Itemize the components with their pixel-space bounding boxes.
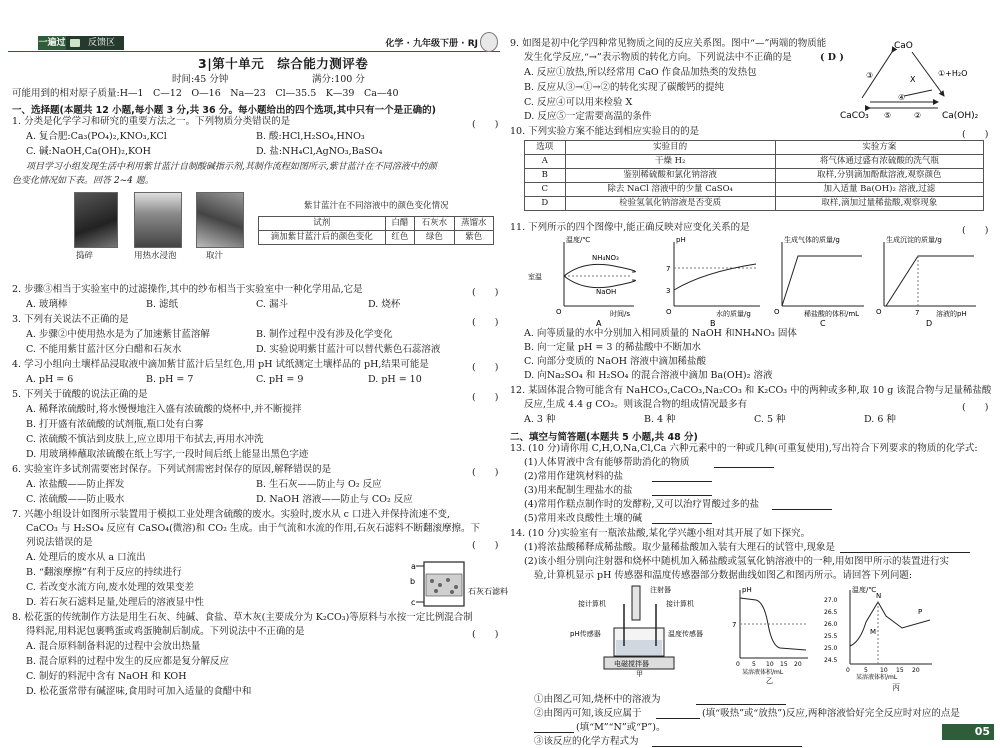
table-row	[525, 169, 984, 183]
graph-a-caption: A	[596, 319, 602, 328]
graph-b-tick-3: 3	[666, 287, 671, 295]
q10-stem: 10. 下列实验方案不能达到相应实验目的的是	[510, 126, 700, 137]
q12-option-b: B. 4 种	[644, 414, 676, 425]
q7-port-a: a	[411, 562, 416, 571]
q13-blank-2[interactable]	[652, 481, 712, 482]
node-cao: CaO	[894, 41, 913, 51]
bing-ytick: 27.0	[824, 597, 838, 604]
q14-answer-1: ①由图乙可知,烧杯中的溶液为	[534, 694, 661, 705]
q2-answer-blank[interactable]: ( )	[472, 287, 499, 298]
bing-xtick: 15	[896, 667, 904, 674]
graph-c	[774, 235, 864, 328]
subject-label: 化学 · 九年级下册 · RJ	[385, 39, 478, 49]
q5-answer-blank[interactable]: ( )	[472, 392, 499, 403]
q3-stem: 3. 下列有关说法不正确的是	[12, 314, 129, 325]
bing-ytick: 25.0	[824, 645, 838, 652]
q10-cell: 取样,分别滴加酚酞溶液,观察颜色	[775, 169, 983, 183]
stirrer-label: 电磁搅拌器	[614, 660, 649, 668]
q14-apparatus-figure	[570, 584, 720, 678]
q13-item-5: (5)常用来改良酸性土壤的碱	[524, 513, 642, 524]
q10-cell: D	[525, 197, 566, 211]
logo: 一遍过	[38, 38, 66, 48]
bing-ytick: 26.5	[824, 609, 838, 616]
q9-stem-1: 9. 如图是初中化学四种常见物质之间的反应关系图。图中“—”两端的物质能	[510, 38, 827, 49]
graph-c-origin: O	[774, 308, 780, 316]
q6-stem: 6. 实验室许多试剂需要密封保存。下列试剂需密封保存的原因,解释错误的是	[12, 464, 332, 475]
q10-cell: 鉴别稀硫酸和氯化钠溶液	[565, 169, 775, 183]
q9-option-c: C. 反应④可以用来检验 X	[524, 97, 633, 108]
graph-a-series-2: NaOH	[596, 288, 617, 296]
q10-cell: C	[525, 183, 566, 197]
q14-blank-1[interactable]	[840, 552, 970, 553]
q7-option-b: B. “翻滚摩擦”有利于反应的持续进行	[26, 567, 182, 578]
graph-b	[666, 236, 760, 328]
graph-a-room: 室温	[528, 273, 542, 281]
q10-header: 实验方案	[775, 141, 983, 155]
q2-option-a: A. 玻璃棒	[26, 299, 68, 310]
q8-option-a: A. 混合原料制备料泥的过程中会放出热量	[26, 641, 201, 652]
temp-sensor-label: 温度传感器	[668, 630, 703, 638]
q3-option-a: A. 步骤②中使用热水是为了加速紫甘蓝溶解	[26, 329, 210, 340]
q9-option-b: B. 反应从③→①→②的转化实现了碳酸钙的提纯	[524, 82, 724, 93]
q14-part-2a: (2)该小组分别向注射器和烧杯中随机加入稀盐酸或氢氧化钠溶液中的一种,用如图甲所示的装置进行实	[524, 556, 949, 567]
q7-option-a: A. 处理后的废水从 a 口流出	[26, 552, 146, 563]
q3-option-c: C. 不能用紫甘蓝汁区分白醋和石灰水	[26, 344, 182, 355]
q3-answer-blank[interactable]: ( )	[472, 317, 499, 328]
figure-jia-caption: 甲	[636, 670, 643, 678]
color-table	[258, 216, 494, 245]
graph-b-origin: O	[666, 308, 672, 316]
left-column	[12, 34, 508, 734]
q4-option-c: C. pH = 9	[256, 374, 304, 385]
q10-cell: 干燥 H₂	[565, 155, 775, 169]
node-caco3: CaCO₃	[840, 111, 869, 121]
q12-option-c: C. 5 种	[754, 414, 786, 425]
q7-stem-2: CaCO₃ 与 H₂SO₄ 反应有 CaSO₄(微溶)和 CO₂ 生成。由于气流和水流的作用,石灰石滤料不断翻滚摩擦。下	[26, 523, 480, 534]
section-1-heading: 一、选择题(本题共 12 小题,每小题 3 分,共 36 分。每小题给出的四个选项,其中只有一个是正确的)	[12, 105, 436, 116]
node-caoh2: Ca(OH)₂	[942, 111, 979, 121]
yi-xtick: 10	[766, 661, 774, 668]
graph-d-ylabel: 生成沉淀的质量/g	[886, 236, 942, 244]
edge-2-label: ②	[914, 111, 922, 120]
q9-stem-2: 发生化学反应,“→”表示物质的转化方向。下列说法中不正确的是	[524, 52, 792, 63]
q14-blank-2[interactable]	[696, 704, 786, 705]
q1-stem: 1. 分类是化学学习和研究的重要方法之一。下列物质分类错误的是	[12, 116, 291, 127]
graph-d-origin: O	[876, 308, 882, 316]
bing-xlabel: 某溶液体积/mL	[856, 674, 898, 681]
q11-answer-blank[interactable]: ( )	[962, 225, 989, 236]
q9-option-a: A. 反应①放热,所以经常用 CaO 作食品加热类的发热包	[524, 67, 757, 78]
bing-ytick: 24.5	[824, 657, 838, 664]
q6-option-d: D. NaOH 溶液——防止与 CO₂ 反应	[256, 494, 413, 505]
graph-b-ylabel: pH	[676, 236, 686, 244]
bing-xtick: 5	[864, 667, 868, 674]
q8-answer-blank[interactable]: ( )	[472, 629, 499, 640]
graph-d-xlabel: 溶液的pH	[936, 310, 967, 318]
q12-option-a: A. 3 种	[524, 414, 556, 425]
yi-tick-7: 7	[732, 621, 737, 629]
bing-xtick: 0	[846, 667, 850, 674]
q11-graphs	[524, 234, 994, 326]
yi-xtick: 20	[794, 661, 802, 668]
yi-xtick: 15	[780, 661, 788, 668]
q1-answer-blank[interactable]: ( )	[472, 119, 499, 130]
computer-label-2: 接计算机	[666, 600, 694, 608]
q4-stem: 4. 学习小组向土壤样品浸取液中滴加紫甘蓝汁后呈红色,用 pH 试纸测定土壤样品的 pH,结果可能是	[12, 359, 429, 370]
score-label: 满分:100 分	[312, 74, 365, 85]
q5-option-b: B. 打开盛有浓硫酸的试剂瓶,瓶口处有白雾	[26, 419, 204, 430]
q14-answer-2a: ②由图丙可知,该反应属于	[534, 708, 642, 719]
color-table-header: 试剂	[259, 217, 386, 231]
q14-temperature-chart	[820, 584, 940, 680]
section-2-heading: 二、填空与简答题(本题共 5 小题,共 48 分)	[510, 432, 698, 443]
q13-item-3: (3)用来配制生理盐水的盐	[524, 485, 633, 496]
q3-option-d: D. 实验说明紫甘蓝汁可以替代紫色石蕊溶液	[256, 344, 441, 355]
q9-relation-diagram	[840, 34, 990, 120]
q11-option-a: A. 向等质量的水中分别加入相同质量的 NaOH 和NH₄NO₃ 固体	[524, 328, 797, 339]
q14-answer-3: ③该反应的化学方程式为	[534, 736, 639, 747]
q6-option-b: B. 生石灰——防止与 O₂ 反应	[256, 479, 382, 490]
q5-stem: 5. 下列关于硫酸的说法正确的是	[12, 389, 148, 400]
q14-blank-5[interactable]	[652, 746, 802, 747]
q13-blank-1[interactable]	[714, 467, 774, 468]
yi-xlabel: 某溶液体积/mL	[742, 669, 784, 676]
photo-caption-2: 用热水浸泡	[134, 251, 177, 261]
point-m: M	[870, 628, 877, 636]
edge-3-label: ③	[866, 71, 874, 80]
right-column	[510, 34, 992, 747]
q7-port-c: c	[411, 598, 416, 607]
q10-cell: 加入适量 Ba(OH)₂ 溶液,过滤	[775, 183, 983, 197]
color-table-cell: 红色	[385, 231, 415, 245]
photo-filter	[196, 192, 244, 248]
q7-apparatus-figure	[410, 554, 508, 614]
photo-caption-1: 捣碎	[76, 251, 94, 261]
q2-option-b: B. 滤纸	[146, 299, 179, 310]
point-n: N	[876, 592, 882, 600]
point-p: P	[918, 608, 923, 616]
q9-answer[interactable]: ( D )	[820, 52, 844, 63]
yi-xtick: 0	[736, 661, 740, 668]
q13-item-4: (4)常用作糕点制作时的发酵粉,又可以治疗胃酸过多的盐	[524, 499, 759, 510]
q8-stem-1: 8. 松花蛋的传统制作方法是用生石灰、纯碱、食盐、草木灰(主要成分为 K₂CO₃)等原料与水按一定比例混合制	[12, 612, 473, 623]
q8-option-d: D. 松花蛋常带有碱涩味,食用时可加入适量的食醋中和	[26, 686, 252, 697]
q13-stem: 13. (10 分)请你用 C,H,O,Na,Cl,Ca 六种元素中的一种或几种(可重复使用),写出符合下列要求的物质的化学式:	[510, 443, 978, 454]
q13-blank-4[interactable]	[772, 509, 832, 510]
q10-answer-blank[interactable]: ( )	[962, 129, 989, 140]
q12-stem-1: 12. 某固体混合物可能含有 NaHCO₃,CaCO₃,Na₂CO₃ 和 K₂CO₃ 中的两种或多种,取 10 g 该混合物与足量稀盐酸	[510, 385, 992, 396]
q2-stem: 2. 步骤③相当于实验室中的过滤操作,其中的纱布相当于实验室中一种化学用品,它是	[12, 284, 363, 295]
q13-blank-3[interactable]	[652, 495, 712, 496]
bing-ylabel: 温度/℃	[852, 586, 877, 594]
photo-caption-3: 取汁	[206, 251, 224, 261]
q13-blank-5[interactable]	[652, 523, 712, 524]
edge-1-label: ①+H₂O	[938, 69, 968, 78]
graph-d-tick-7: 7	[915, 309, 920, 317]
q1-option-b: B. 酸:HCl,H₂SO₄,HNO₃	[256, 131, 365, 142]
graph-a-xlabel: 时间/s	[610, 310, 631, 318]
edge-4-label: ④	[898, 93, 906, 102]
q6-option-c: C. 浓硫酸——防止吸水	[26, 494, 125, 505]
q14-part-1: (1)将浓盐酸稀释成稀盐酸。取少量稀盐酸加入装有大理石的试管中,现象是	[524, 542, 835, 553]
q14-answer-2c: (填“M”“N”或“P”)。	[576, 722, 666, 733]
q2-option-d: D. 烧杯	[368, 299, 401, 310]
edge-5-label: ⑤	[884, 111, 892, 120]
color-table-header: 蒸馏水	[454, 217, 493, 231]
q7-answer-blank[interactable]: ( )	[472, 540, 499, 551]
q11-option-b: B. 向一定量 pH = 3 的稀盐酸中不断加水	[524, 342, 701, 353]
yi-caption: 乙	[766, 677, 773, 685]
graph-d	[876, 235, 976, 328]
q7-stem-1: 7. 兴趣小组设计如图所示装置用于模拟工业处理含硫酸的废水。实验时,废水从 c 口进入并保持流速不变,	[12, 509, 450, 520]
q14-ph-chart	[722, 584, 812, 685]
q14-blank-4[interactable]	[534, 732, 574, 733]
graph-b-tick-7: 7	[666, 265, 671, 273]
graph-a	[528, 235, 635, 328]
color-table-header: 石灰水	[415, 217, 454, 231]
q10-header: 选项	[525, 141, 566, 155]
intro-line-2: 色变化情况如下表。回答 2~4 题。	[12, 176, 154, 186]
q10-cell: B	[525, 169, 566, 183]
q1-option-d: D. 盐:NH₄Cl,AgNO₃,BaSO₄	[256, 146, 383, 157]
photo-mash	[74, 192, 118, 248]
q8-stem-2: 得料泥,用料泥包裹鸭蛋或鸡蛋腌制后制成。下列说法中不正确的是	[26, 626, 305, 637]
ph-sensor-label: pH传感器	[570, 630, 601, 638]
q4-option-d: D. pH = 10	[368, 374, 422, 385]
graph-b-caption: B	[710, 319, 716, 328]
yi-xtick: 5	[752, 661, 756, 668]
color-table-caption: 紫甘蓝汁在不同溶液中的颜色变化情况	[304, 201, 449, 211]
table-row	[525, 183, 984, 197]
time-label: 时间:45 分钟	[172, 74, 229, 85]
q5-option-c: C. 浓硫酸不慎沾到皮肤上,应立即用干布拭去,再用水冲洗	[26, 434, 264, 445]
node-x: X	[910, 75, 916, 84]
color-table-cell: 绿色	[415, 231, 454, 245]
q7-port-b: b	[410, 577, 416, 586]
page-title: 3|第十单元 综合能力测评卷	[198, 56, 369, 71]
graph-a-ylabel: 温度/℃	[566, 236, 591, 244]
q11-option-c: C. 向部分变质的 NaOH 溶液中滴加稀盐酸	[524, 356, 707, 367]
q10-table	[524, 140, 984, 211]
table-row	[525, 197, 984, 211]
q10-cell: 将气体通过盛有浓硫酸的洗气瓶	[775, 155, 983, 169]
page-number: 05	[942, 724, 994, 740]
graph-b-xlabel: 水的质量/g	[716, 310, 751, 318]
q14-blank-3[interactable]	[656, 718, 700, 719]
q7-filter-label: 石灰石滤料	[468, 587, 508, 596]
q6-answer-blank[interactable]: ( )	[472, 467, 499, 478]
yi-ylabel: pH	[742, 586, 752, 594]
syringe-label: 注射器	[650, 586, 671, 594]
q1-option-c: C. 碱:NaOH,Ca(OH)₂,KOH	[26, 146, 151, 157]
q4-option-b: B. pH = 7	[146, 374, 194, 385]
bing-caption: 丙	[892, 683, 900, 692]
bing-ytick: 26.0	[824, 621, 838, 628]
q12-option-d: D. 6 种	[864, 414, 896, 425]
q10-cell: 检验氢氧化钠溶液是否变质	[565, 197, 775, 211]
q8-option-b: B. 混合原料的过程中发生的反应都是复分解反应	[26, 656, 230, 667]
intro-line-1: 项目学习小组发现生活中利用紫甘蓝汁自制酸碱指示剂,其制作流程如图所示,紫甘蓝汁在不同溶液中的颜	[26, 162, 437, 172]
q11-stem: 11. 下列所示的四个图像中,能正确反映对应变化关系的是	[510, 222, 750, 233]
q7-option-d: D. 若石灰石滤料足量,处理后的溶液显中性	[26, 597, 204, 608]
graph-d-caption: D	[926, 319, 933, 328]
bing-xtick: 20	[912, 667, 920, 674]
q2-option-c: C. 漏斗	[256, 299, 288, 310]
q10-header: 实验目的	[565, 141, 775, 155]
q5-option-a: A. 稀释浓硫酸时,将水慢慢地注入盛有浓硫酸的烧杯中,并不断搅拌	[26, 404, 302, 415]
q1-option-a: A. 复合肥:Ca₃(PO₄)₂,KNO₃,KCl	[26, 131, 167, 142]
q7-stem-3: 列说法错误的是	[26, 537, 93, 548]
q13-item-2: (2)常用作建筑材料的盐	[524, 471, 623, 482]
q7-option-c: C. 若改变水流方向,废水处理的效果变差	[26, 582, 194, 593]
q14-answer-2b: (填“吸热”或“放热”)反应,两种溶液恰好完全反应时对应的点是	[702, 708, 960, 719]
q10-cell: 取样,滴加过量稀盐酸,观察现象	[775, 197, 983, 211]
bing-ytick: 25.5	[824, 633, 838, 640]
graph-c-caption: C	[820, 319, 826, 328]
q10-cell: 除去 NaCl 溶液中的少量 CaSO₄	[565, 183, 775, 197]
photo-soak	[134, 192, 182, 248]
graph-a-origin: O	[556, 308, 562, 316]
q3-option-b: B. 制作过程中没有涉及化学变化	[256, 329, 393, 340]
atomic-masses: 可能用到的相对原子质量:H—1 C—12 O—16 Na—23 Cl—35.5 K—39 Ca—40	[12, 88, 399, 99]
graph-c-xlabel: 稀盐酸的体积/mL	[804, 310, 860, 318]
q13-item-1: (1)人体胃液中含有能够帮助消化的物质	[524, 457, 690, 468]
color-table-cell: 滴加紫甘蓝汁后的颜色变化	[259, 231, 386, 245]
q12-answer-blank[interactable]: ( )	[962, 402, 989, 413]
color-table-cell: 紫色	[454, 231, 493, 245]
color-table-header: 白醋	[385, 217, 415, 231]
q4-answer-blank[interactable]: ( )	[472, 362, 499, 373]
q10-cell: A	[525, 155, 566, 169]
graph-c-ylabel: 生成气体的质量/g	[784, 236, 840, 244]
q5-option-d: D. 用玻璃棒蘸取浓硫酸在纸上写字,一段时间后纸上能显出黑色字迹	[26, 449, 309, 460]
q11-option-d: D. 向Na₂SO₄ 和 H₂SO₄ 的混合溶液中滴加 Ba(OH)₂ 溶液	[524, 370, 773, 381]
q12-stem-2: 反应,生成 4.4 g CO₂。则该混合物的组成情况最多有	[524, 399, 748, 410]
computer-label-1: 接计算机	[578, 600, 606, 608]
graph-a-series-1: NH₄NO₃	[592, 254, 619, 262]
bing-xtick: 10	[880, 667, 888, 674]
table-row	[525, 155, 984, 169]
q6-option-a: A. 浓盐酸——防止挥发	[26, 479, 125, 490]
q14-stem: 14. (10 分)实验室有一瓶浓盐酸,某化学兴趣小组对其开展了如下探究。	[510, 528, 811, 539]
section-tag: 反馈区	[66, 36, 124, 50]
q8-option-c: C. 制好的料泥中含有 NaOH 和 KOH	[26, 671, 187, 682]
q4-option-a: A. pH = 6	[26, 374, 74, 385]
q9-option-d: D. 反应⑤一定需要高温的条件	[524, 111, 652, 122]
q14-part-2b: 验,计算机显示 pH 传感器和温度传感器部分数据曲线如图乙和图丙所示。请回答下列问题:	[534, 570, 913, 581]
